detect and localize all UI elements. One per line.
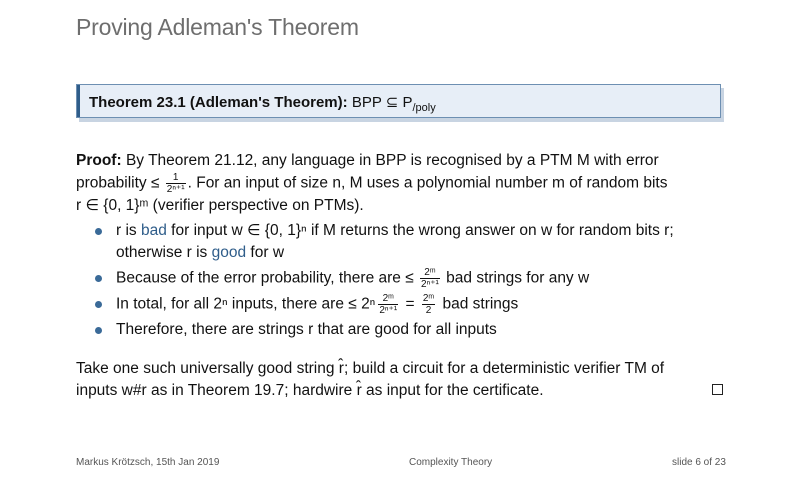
term-bad: bad: [140, 222, 167, 239]
fraction-numerator: 1: [166, 172, 186, 184]
bullet-text: for w: [250, 244, 285, 261]
bullet-text: Therefore, there are strings r that are good for all inputs: [116, 321, 497, 338]
bullet-item-therefore: [76, 319, 726, 341]
proof-fraction: [166, 172, 186, 195]
bullet-text: bad strings for any w: [446, 269, 590, 287]
proof-label: Proof:: [76, 152, 122, 169]
proof-paragraph: [76, 150, 726, 217]
equals-sign: =: [405, 295, 415, 313]
bullet-list: [76, 220, 726, 344]
bullet-dot: [95, 228, 102, 235]
proof-line-3: r ∈ {0, 1}ᵐ (verifier perspective on PTMs).: [76, 197, 364, 214]
bullet-text: Because of the error probability, there are ≤: [116, 269, 414, 287]
fraction-denominator: 2: [425, 305, 432, 316]
bullet-text: for input w ∈ {0, 1}ⁿ if M returns the wrong answer on w for random bits r;: [171, 222, 674, 239]
fraction-numerator: 2ᵐ: [422, 293, 435, 304]
fraction-numerator: 2ᵐ: [420, 267, 440, 279]
theorem-label: Theorem 23.1 (Adleman's Theorem):: [89, 94, 348, 111]
bullet-text: r is: [116, 222, 137, 239]
theorem-accent-bar: [77, 85, 80, 117]
fraction-denominator: 2ⁿ⁺¹: [421, 279, 439, 290]
theorem-subscript: /poly: [412, 102, 436, 114]
bullet-item-bad-good: [76, 220, 726, 264]
bullet-dot: [95, 301, 102, 308]
bullet-dot: [95, 327, 102, 334]
closing-line-2: inputs w#r as in Theorem 19.7; hardwire r̂ as input for the certificate.: [76, 382, 544, 399]
bullet-fraction: [422, 293, 435, 316]
fraction-denominator: 2ⁿ⁺¹: [379, 305, 398, 316]
bullet-fraction: [378, 293, 398, 316]
proof-line-2-start: probability ≤: [76, 174, 160, 192]
bullet-text: otherwise r is: [116, 244, 208, 261]
term-good: good: [211, 244, 247, 261]
bullet-dot: [95, 275, 102, 282]
theorem-statement: BPP ⊆ P: [351, 94, 413, 111]
theorem-box: [76, 84, 721, 118]
proof-line-2-end: . For an input of size n, M uses a polynomial number m of random bits: [187, 174, 668, 192]
bullet-item-total: [76, 293, 726, 316]
proof-line-1-text: By Theorem 21.12, any language in BPP is recognised by a PTM M with error: [125, 152, 659, 169]
bullet-item-error-prob: [76, 267, 726, 290]
slide-title: Proving Adleman's Theorem: [76, 14, 359, 40]
closing-paragraph: [76, 358, 726, 402]
theorem-text: [89, 93, 436, 114]
closing-line-1: Take one such universally good string r̂; build a circuit for a deterministic verifier TM of: [76, 360, 665, 377]
footer-page-number: slide 6 of 23: [672, 457, 726, 468]
footer-course: Complexity Theory: [409, 457, 493, 468]
fraction-numerator: 2ᵐ: [378, 293, 398, 305]
bullet-text: In total, for all 2ⁿ inputs, there are ≤ 2ⁿ: [116, 295, 376, 313]
qed-square-icon: [712, 384, 723, 395]
bullet-fraction: [420, 267, 440, 290]
footer-author: Markus Krötzsch, 15th Jan 2019: [76, 457, 220, 468]
fraction-denominator: 2ⁿ⁺¹: [166, 184, 185, 195]
proof-line-1: [76, 150, 726, 172]
bullet-text: bad strings: [442, 295, 519, 313]
proof-line-2: [76, 172, 726, 195]
